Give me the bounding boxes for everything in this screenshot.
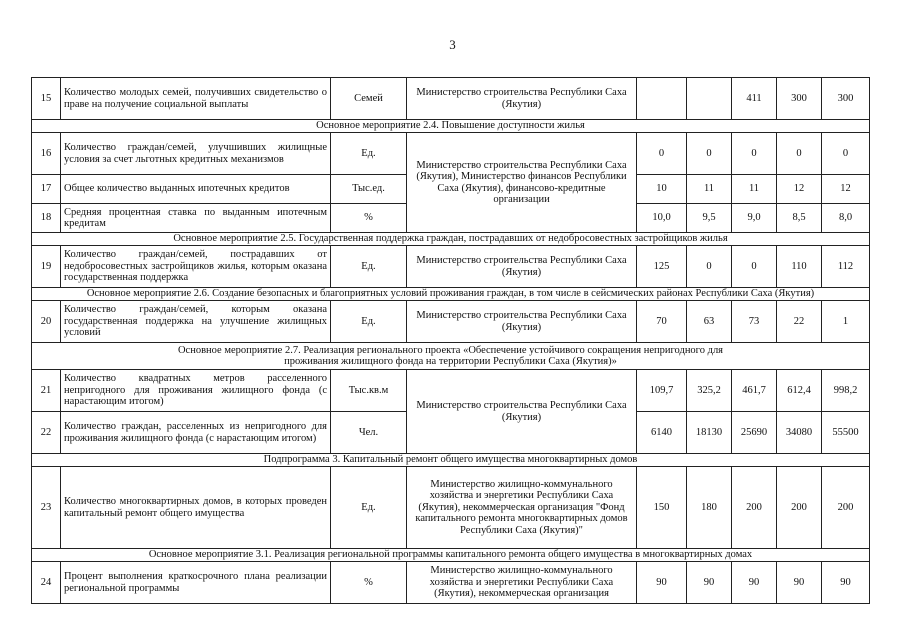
value-cell: 112 — [822, 246, 870, 288]
value-cell — [687, 78, 732, 120]
value-cell: 73 — [732, 301, 777, 343]
section-row — [32, 120, 870, 133]
section-heading: Основное мероприятие 2.5. Государственная поддержка граждан, пострадавших от недобросовестных застройщиков жилья — [32, 233, 870, 246]
responsible-cell: Министерство строительства Республики Саха (Якутия), Министерство финансов Республики Саха (Якутия), финансово-кредитные организации — [407, 133, 637, 233]
responsible-cell: Министерство жилищно-коммунального хозяйства и энергетики Республики Саха (Якутия), некоммерческая организация — [407, 562, 637, 604]
row-number: 18 — [32, 204, 61, 233]
value-cell: 11 — [687, 175, 732, 204]
value-cell: 25690 — [732, 412, 777, 454]
value-cell: 9,0 — [732, 204, 777, 233]
section-heading: Основное мероприятие 3.1. Реализация региональной программы капитального ремонта общего имущества в многоквартирных домах — [32, 549, 870, 562]
table-row — [32, 133, 870, 175]
section-heading: Основное мероприятие 2.4. Повышение доступности жилья — [32, 120, 870, 133]
section-row — [32, 233, 870, 246]
value-cell: 0 — [777, 133, 822, 175]
value-cell: 90 — [637, 562, 687, 604]
indicator-name: Количество многоквартирных домов, в которых проведен капитальный ремонт общего имущества — [61, 467, 331, 549]
indicator-name: Количество молодых семей, получивших свидетельство о праве на получение социальной выплаты — [61, 78, 331, 120]
value-cell: 325,2 — [687, 370, 732, 412]
value-cell: 18130 — [687, 412, 732, 454]
value-cell: 12 — [777, 175, 822, 204]
value-cell: 1 — [822, 301, 870, 343]
responsible-cell: Министерство строительства Республики Саха (Якутия) — [407, 246, 637, 288]
value-cell: 0 — [687, 133, 732, 175]
value-cell: 411 — [732, 78, 777, 120]
value-cell: 200 — [732, 467, 777, 549]
table-row — [32, 370, 870, 412]
responsible-cell: Министерство строительства Республики Саха (Якутия) — [407, 301, 637, 343]
table-row — [32, 467, 870, 549]
value-cell: 612,4 — [777, 370, 822, 412]
indicators-table — [31, 77, 870, 604]
row-number: 19 — [32, 246, 61, 288]
value-cell: 125 — [637, 246, 687, 288]
indicator-name: Количество граждан/семей, пострадавших от недобросовестных застройщиков жилья, которым оказана государственная поддержка — [61, 246, 331, 288]
value-cell: 180 — [687, 467, 732, 549]
table-row — [32, 78, 870, 120]
page-number: 3 — [449, 37, 456, 52]
row-number: 22 — [32, 412, 61, 454]
row-number: 24 — [32, 562, 61, 604]
value-cell: 10,0 — [637, 204, 687, 233]
value-cell: 150 — [637, 467, 687, 549]
indicator-name: Количество граждан/семей, которым оказана государственная поддержка на улучшение жилищных условий — [61, 301, 331, 343]
responsible-cell: Министерство строительства Республики Саха (Якутия) — [407, 370, 637, 454]
value-cell: 200 — [822, 467, 870, 549]
value-cell: 0 — [687, 246, 732, 288]
indicator-name: Количество граждан/семей, улучшивших жилищные условия за счет льготных кредитных механизмов — [61, 133, 331, 175]
indicator-name: Количество граждан, расселенных из непригодного для проживания жилищного фонда (с нарастающим итогом) — [61, 412, 331, 454]
section-row — [32, 454, 870, 467]
section-heading: Основное мероприятие 2.6. Создание безопасных и благоприятных условий проживания граждан, в том числе в сейсмических районах Республики Саха (Якутия) — [32, 288, 870, 301]
section-heading: Основное мероприятие 2.7. Реализация регионального проекта «Обеспечение устойчивого сокращения непригодного для проживания жилищного фонда на территории Республики Саха (Якутия)» — [32, 343, 870, 370]
value-cell: 200 — [777, 467, 822, 549]
indicator-name: Процент выполнения краткосрочного плана реализации региональной программы — [61, 562, 331, 604]
row-number: 15 — [32, 78, 61, 120]
unit-cell: Ед. — [331, 301, 407, 343]
value-cell: 9,5 — [687, 204, 732, 233]
row-number: 23 — [32, 467, 61, 549]
responsible-cell: Министерство строительства Республики Саха (Якутия) — [407, 78, 637, 120]
unit-cell: Чел. — [331, 412, 407, 454]
value-cell: 0 — [637, 133, 687, 175]
value-cell: 0 — [732, 246, 777, 288]
unit-cell: % — [331, 204, 407, 233]
value-cell: 461,7 — [732, 370, 777, 412]
section-heading: Подпрограмма 3. Капитальный ремонт общего имущества многоквартирных домов — [32, 454, 870, 467]
section-row — [32, 288, 870, 301]
value-cell: 63 — [687, 301, 732, 343]
value-cell: 8,0 — [822, 204, 870, 233]
value-cell: 90 — [732, 562, 777, 604]
value-cell: 12 — [822, 175, 870, 204]
value-cell: 70 — [637, 301, 687, 343]
responsible-cell: Министерство жилищно-коммунального хозяйства и энергетики Республики Саха (Якутия), некоммерческая организация "Фонд капитального ремонта многоквартирных домов Республики Саха (Якутия)" — [407, 467, 637, 549]
section-row — [32, 343, 870, 370]
value-cell: 22 — [777, 301, 822, 343]
unit-cell: % — [331, 562, 407, 604]
indicator-name: Общее количество выданных ипотечных кредитов — [61, 175, 331, 204]
value-cell: 90 — [687, 562, 732, 604]
table-row — [32, 246, 870, 288]
unit-cell: Семей — [331, 78, 407, 120]
table-row — [32, 562, 870, 604]
value-cell: 0 — [732, 133, 777, 175]
value-cell: 10 — [637, 175, 687, 204]
row-number: 21 — [32, 370, 61, 412]
value-cell: 300 — [822, 78, 870, 120]
table-row — [32, 301, 870, 343]
row-number: 17 — [32, 175, 61, 204]
indicator-name: Количество квадратных метров расселенного непригодного для проживания жилищного фонда (с нарастающим итогом) — [61, 370, 331, 412]
value-cell: 11 — [732, 175, 777, 204]
unit-cell: Ед. — [331, 246, 407, 288]
value-cell — [637, 78, 687, 120]
value-cell: 8,5 — [777, 204, 822, 233]
value-cell: 6140 — [637, 412, 687, 454]
value-cell: 300 — [777, 78, 822, 120]
value-cell: 0 — [822, 133, 870, 175]
value-cell: 998,2 — [822, 370, 870, 412]
indicator-name: Средняя процентная ставка по выданным ипотечным кредитам — [61, 204, 331, 233]
value-cell: 90 — [777, 562, 822, 604]
unit-cell: Ед. — [331, 133, 407, 175]
value-cell: 90 — [822, 562, 870, 604]
value-cell: 55500 — [822, 412, 870, 454]
value-cell: 109,7 — [637, 370, 687, 412]
value-cell: 34080 — [777, 412, 822, 454]
unit-cell: Тыс.кв.м — [331, 370, 407, 412]
row-number: 16 — [32, 133, 61, 175]
unit-cell: Тыс.ед. — [331, 175, 407, 204]
section-row — [32, 549, 870, 562]
value-cell: 110 — [777, 246, 822, 288]
row-number: 20 — [32, 301, 61, 343]
unit-cell: Ед. — [331, 467, 407, 549]
